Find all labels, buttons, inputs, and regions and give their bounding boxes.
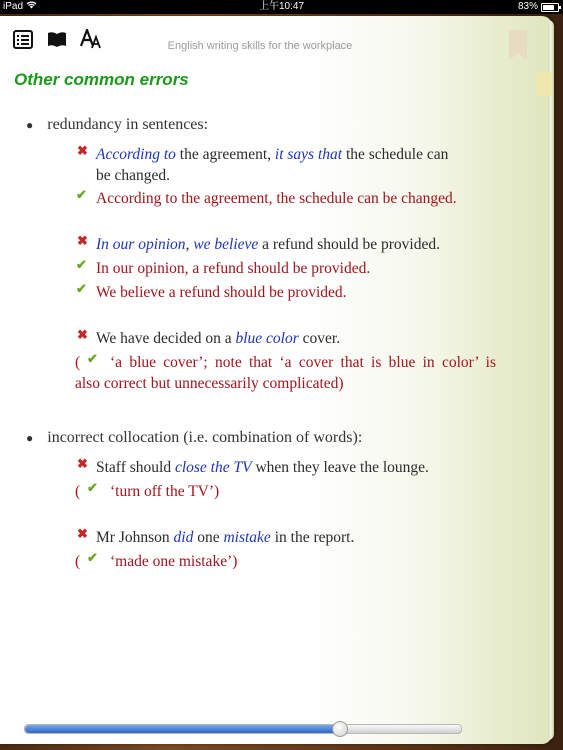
- example-note-4: ‘turn off the TV’): [110, 483, 220, 500]
- check-icon: ✔: [76, 281, 87, 296]
- clock: 上午10:47: [258, 1, 305, 12]
- cross-icon: ✖: [77, 526, 88, 541]
- cross-icon: ✖: [77, 327, 88, 342]
- text-segment: the agreement,: [175, 146, 275, 163]
- example-right-1: According to the agreement, the schedule can be changed.: [96, 190, 457, 207]
- open-paren: (: [75, 354, 81, 371]
- bullet-collocation: [26, 429, 362, 447]
- wrong-collocation: did: [173, 529, 194, 546]
- open-paren: (: [75, 483, 81, 500]
- bullet-label: redundancy in sentences:: [47, 116, 209, 133]
- example-wrong-4: [96, 457, 429, 478]
- text-segment: ,: [185, 236, 194, 253]
- cross-icon: ✖: [77, 456, 88, 471]
- open-paren: (: [75, 553, 81, 570]
- example-right-2b: We believe a refund should be provided.: [96, 284, 347, 301]
- example-wrong-5: [96, 527, 354, 548]
- check-icon: ✔: [87, 480, 98, 495]
- book-title: English writing skills for the workplace: [167, 40, 353, 52]
- example-wrong-1-cont: be changed.: [96, 167, 171, 184]
- cross-icon: ✖: [77, 143, 88, 158]
- text-segment: a refund should be provided.: [258, 236, 440, 253]
- section-title: Other common errors: [14, 70, 189, 89]
- status-bar: [0, 0, 563, 14]
- check-icon: ✔: [87, 351, 98, 366]
- cross-icon: ✖: [77, 233, 88, 248]
- battery-percent: 83%: [517, 1, 538, 12]
- page-progress-slider[interactable]: [24, 724, 462, 734]
- device-label: iPad: [3, 1, 24, 12]
- wrong-collocation: close the TV: [174, 459, 252, 476]
- redundant-phrase: blue color: [235, 330, 299, 347]
- bullet-redundancy: [26, 116, 208, 134]
- text-segment: when they leave the lounge.: [251, 459, 429, 476]
- text-segment: cover.: [298, 330, 341, 347]
- example-note-3: ‘a blue cover’; note that ‘a cover that is blue in color’ is: [110, 354, 496, 371]
- battery-icon: [541, 3, 559, 12]
- redundant-phrase: In our opinion: [96, 236, 186, 253]
- check-icon: ✔: [76, 187, 87, 202]
- example-right-2a: In our opinion, a refund should be provided.: [96, 260, 371, 277]
- text-segment: one: [193, 529, 224, 546]
- redundant-phrase: it says that: [274, 146, 343, 163]
- text-segment: Staff should: [96, 459, 175, 476]
- slider-fill: [25, 725, 339, 733]
- slider-thumb[interactable]: [332, 721, 348, 737]
- example-note-3-cont: also correct but unnecessarily complicated): [75, 375, 344, 392]
- example-wrong-3: [96, 328, 340, 349]
- redundant-phrase: we believe: [193, 236, 259, 253]
- text-segment: We have decided on a: [96, 330, 236, 347]
- text-segment: Mr Johnson: [96, 529, 174, 546]
- text-segment: the schedule can: [342, 146, 449, 163]
- bullet-dot: ●: [26, 118, 34, 132]
- page-edge: [548, 20, 554, 740]
- text-segment: in the report.: [270, 529, 355, 546]
- bullet-dot: ●: [26, 431, 34, 445]
- check-icon: ✔: [87, 550, 98, 565]
- example-note-5: ‘made one mistake’): [110, 553, 238, 570]
- check-icon: ✔: [76, 257, 87, 272]
- page-tab[interactable]: [536, 72, 552, 96]
- redundant-phrase: According to: [96, 146, 176, 163]
- example-wrong-1: [96, 144, 448, 165]
- example-wrong-2: [96, 234, 440, 255]
- wrong-collocation: mistake: [223, 529, 271, 546]
- bullet-label: incorrect collocation (i.e. combination of words):: [47, 429, 363, 446]
